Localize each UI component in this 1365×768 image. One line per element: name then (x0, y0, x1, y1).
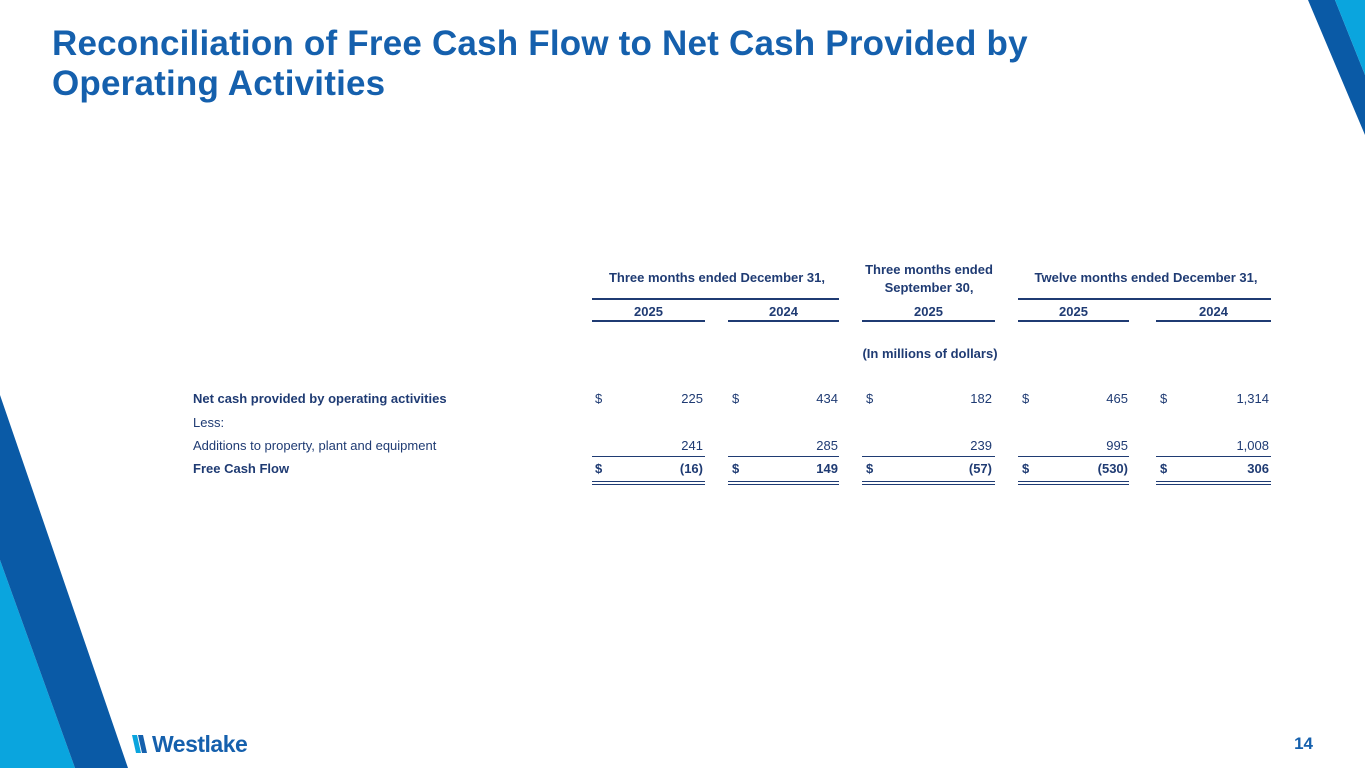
subtotal-rule-col-2 (728, 456, 839, 457)
logo-mark-icon (132, 733, 154, 755)
page-title-line-1: Reconciliation of Free Cash Flow to Net Cash Provided by (52, 24, 1028, 63)
additions-value-col-3: 239 (970, 438, 992, 453)
year-rule-col-4 (1018, 320, 1129, 322)
row-label-net-cash: Net cash provided by operating activities (193, 391, 447, 406)
row-label-free-cash-flow: Free Cash Flow (193, 461, 290, 476)
subtotal-rule-col-5 (1156, 456, 1271, 457)
net-cash-value-col-2: 434 (816, 391, 838, 406)
currency-symbol: $ (595, 391, 603, 406)
year-header-col-1: 2025 (634, 304, 663, 319)
subtotal-rule-col-4 (1018, 456, 1129, 457)
year-rule-col-1 (592, 320, 705, 322)
header-rule-three-months-december (592, 298, 839, 300)
additions-value-col-1: 241 (681, 438, 703, 453)
year-rule-col-2 (728, 320, 839, 322)
free-cash-flow-value-col-1: (16) (679, 461, 703, 476)
currency-symbol: $ (595, 461, 603, 476)
bottom-left-stripe-light (0, 560, 75, 768)
total-double-rule-col-3 (862, 481, 995, 485)
free-cash-flow-value-col-4: (530) (1097, 461, 1128, 476)
header-twelve-months-december: Twelve months ended December 31, (1034, 270, 1258, 285)
year-header-col-2: 2024 (769, 304, 798, 319)
row-label-additions: Additions to property, plant and equipment (193, 438, 437, 453)
logo-text: Westlake (152, 730, 248, 757)
top-right-stripe-dark (1308, 0, 1365, 135)
total-double-rule-col-2 (728, 481, 839, 485)
year-rule-col-3 (862, 320, 995, 322)
net-cash-value-col-3: 182 (970, 391, 992, 406)
net-cash-value-col-1: 225 (681, 391, 703, 406)
page-title (52, 24, 1272, 104)
additions-value-col-2: 285 (816, 438, 838, 453)
header-three-months-september-line-2: September 30, (884, 280, 974, 295)
total-double-rule-col-5 (1156, 481, 1271, 485)
additions-value-col-5: 1,008 (1236, 438, 1269, 453)
free-cash-flow-value-col-3: (57) (968, 461, 992, 476)
currency-symbol: $ (1022, 461, 1030, 476)
year-header-col-5: 2024 (1199, 304, 1228, 319)
currency-symbol: $ (866, 391, 874, 406)
free-cash-flow-value-col-2: 149 (816, 461, 838, 476)
top-right-stripe-light (1335, 0, 1365, 75)
currency-symbol: $ (732, 461, 740, 476)
year-header-col-3: 2025 (914, 304, 943, 319)
additions-value-col-4: 995 (1106, 438, 1128, 453)
year-rule-col-5 (1156, 320, 1271, 322)
subtotal-rule-col-1 (592, 456, 705, 457)
net-cash-value-col-5: 1,314 (1236, 391, 1269, 406)
year-header-col-4: 2025 (1059, 304, 1088, 319)
free-cash-flow-value-col-5: 306 (1247, 461, 1269, 476)
bottom-left-stripe-dark (0, 395, 128, 768)
currency-symbol: $ (732, 391, 740, 406)
row-label-less: Less: (193, 415, 225, 430)
header-rule-twelve-months-december (1018, 298, 1271, 300)
total-double-rule-col-1 (592, 481, 705, 485)
net-cash-value-col-4: 465 (1106, 391, 1128, 406)
company-logo (132, 730, 247, 758)
header-three-months-september-line-1: Three months ended (865, 262, 993, 277)
page-number: 14 (1294, 734, 1313, 753)
currency-symbol: $ (866, 461, 874, 476)
currency-symbol: $ (1160, 461, 1168, 476)
currency-symbol: $ (1160, 391, 1168, 406)
page-title-line-2: Operating Activities (52, 64, 386, 103)
subtotal-rule-col-3 (862, 456, 995, 457)
currency-symbol: $ (1022, 391, 1030, 406)
header-three-months-december: Three months ended December 31, (608, 270, 825, 285)
total-double-rule-col-4 (1018, 481, 1129, 485)
units-note: (In millions of dollars) (862, 346, 998, 361)
